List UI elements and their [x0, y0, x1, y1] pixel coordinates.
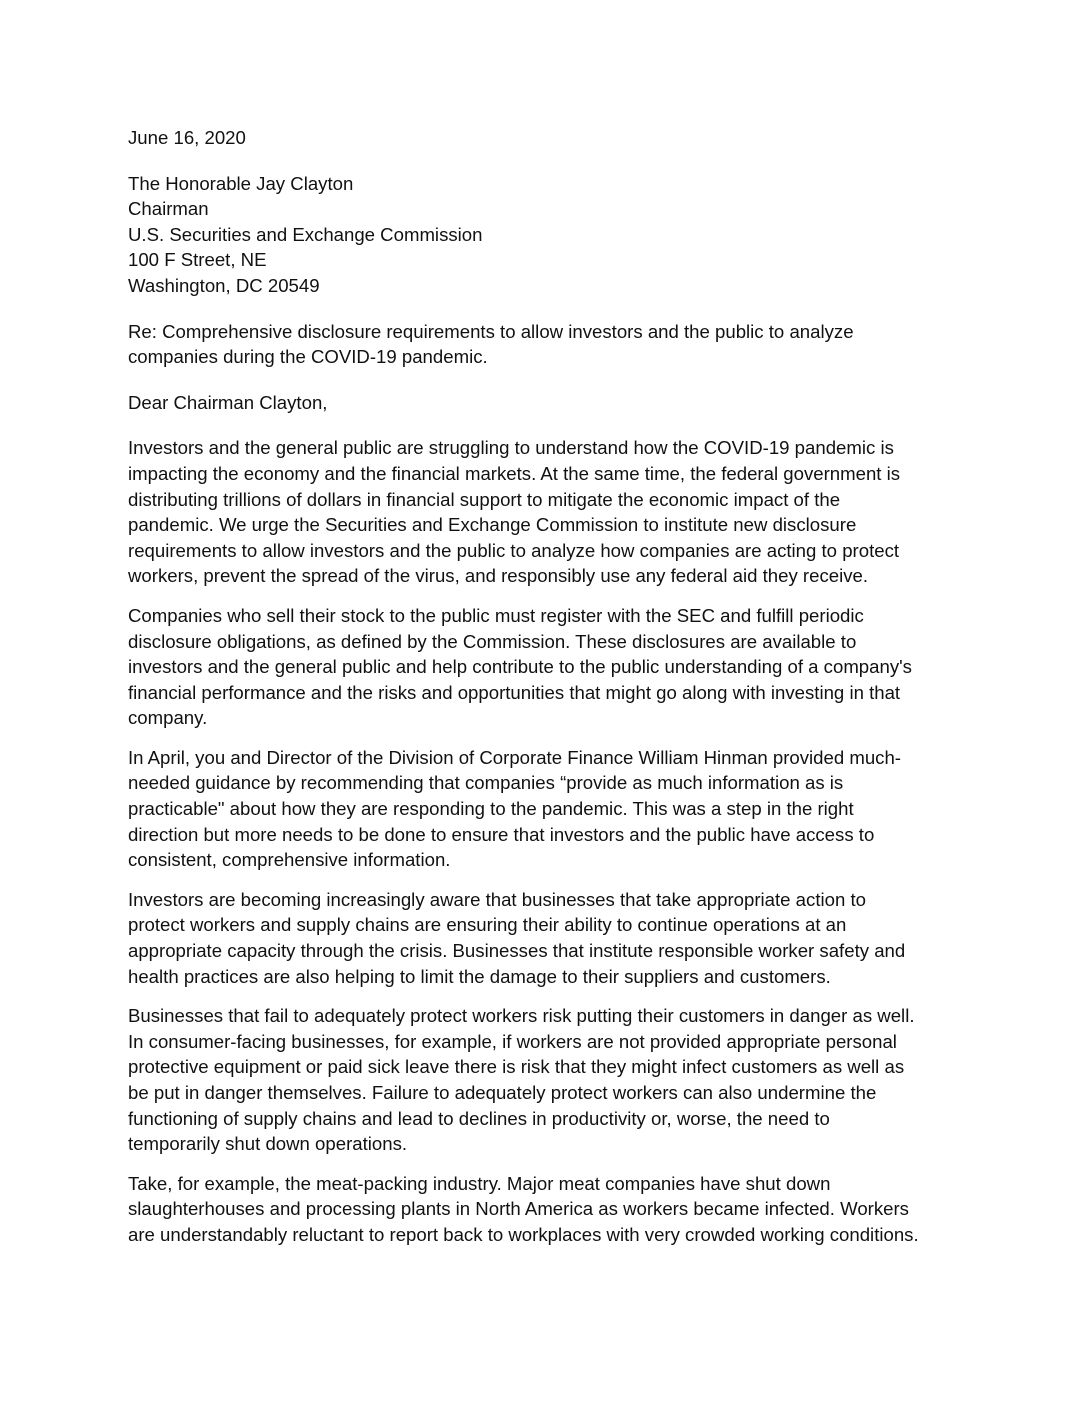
paragraph-line: company.: [128, 707, 208, 729]
letter-body: [128, 125, 968, 1262]
recipient-address: [128, 171, 968, 299]
paragraph-line: be put in danger themselves. Failure to adequately protect workers can also undermine the: [128, 1082, 877, 1103]
subject-text-line: Re: Comprehensive disclosure requirements to allow investors and the public to analyze: [128, 320, 854, 342]
salutation: Dear Chairman Clayton,: [128, 391, 328, 413]
paragraph-line: impacting the economy and the financial markets. At the same time, the federal government is: [128, 462, 901, 484]
letter-date: June 16, 2020: [128, 127, 246, 148]
paragraph-line: functioning of supply chains and lead to declines in productivity or, worse, the need to: [128, 1107, 830, 1129]
paragraph-line: In consumer-facing businesses, for example, if workers are not provided appropriate personal: [128, 1030, 897, 1052]
paragraph-line: health practices are also helping to limit the damage to their suppliers and customers.: [128, 965, 831, 987]
paragraph-line: workers, prevent the spread of the virus, and responsibly use any federal aid they receive.: [128, 565, 869, 587]
paragraph-5: [128, 1003, 968, 1157]
paragraph-3: [128, 745, 968, 873]
paragraph-2: [128, 603, 968, 731]
paragraph-line: protect workers and supply chains are ensuring their ability to continue operations at an: [128, 914, 847, 936]
paragraph-line: temporarily shut down operations.: [128, 1133, 408, 1155]
recipient-organization: U.S. Securities and Exchange Commission: [128, 223, 483, 245]
paragraph-line: direction but more needs to be done to ensure that investors and the public have access to: [128, 823, 875, 845]
paragraph-line: Take, for example, the meat-packing industry. Major meat companies have shut down: [128, 1172, 831, 1194]
subject-line: [128, 319, 968, 370]
paragraph-line: distributing trillions of dollars in financial support to mitigate the economic impact of the: [128, 488, 841, 510]
subject-text-line: companies during the COVID-19 pandemic.: [128, 346, 488, 368]
paragraph-1: [128, 435, 968, 589]
paragraph-line: Businesses that fail to adequately protect workers risk putting their customers in danger as well.: [128, 1005, 915, 1027]
recipient-city: Washington, DC 20549: [128, 274, 320, 296]
paragraph-line: pandemic. We urge the Securities and Exchange Commission to institute new disclosure: [128, 514, 857, 536]
paragraph-line: needed guidance by recommending that companies “provide as much information as is: [128, 772, 844, 794]
paragraph-line: protective equipment or paid sick leave there is risk that they might infect customers as well as: [128, 1056, 905, 1078]
paragraph-line: appropriate capacity through the crisis. Businesses that institute responsible worker safety and: [128, 940, 906, 962]
paragraph-line: Investors are becoming increasingly aware that businesses that take appropriate action to: [128, 888, 866, 910]
paragraph-line: requirements to allow investors and the public to analyze how companies are acting to protect: [128, 539, 900, 561]
recipient-title: Chairman: [128, 198, 209, 220]
paragraph-line: financial performance and the risks and opportunities that might go along with investing in that: [128, 681, 901, 703]
paragraph-line: practicable" about how they are responding to the pandemic. This was a step in the right: [128, 798, 854, 820]
paragraph-line: disclosure obligations, as defined by the Commission. These disclosures are available to: [128, 630, 857, 652]
paragraph-line: consistent, comprehensive information.: [128, 849, 451, 871]
recipient-name: The Honorable Jay Clayton: [128, 172, 354, 194]
paragraph-line: Investors and the general public are struggling to understand how the COVID-19 pandemic is: [128, 437, 894, 459]
paragraph-line: are understandably reluctant to report back to workplaces with very crowded working conditions.: [128, 1223, 919, 1245]
paragraph-line: Companies who sell their stock to the public must register with the SEC and fulfill periodic: [128, 604, 864, 626]
recipient-street: 100 F Street, NE: [128, 249, 267, 271]
paragraph-line: slaughterhouses and processing plants in North America as workers became infected. Workers: [128, 1198, 909, 1220]
paragraph-6: [128, 1171, 968, 1248]
paragraph-line: In April, you and Director of the Division of Corporate Finance William Hinman provided much-: [128, 746, 902, 768]
paragraph-4: [128, 887, 968, 989]
paragraph-line: investors and the general public and help contribute to the public understanding of a company's: [128, 656, 912, 678]
